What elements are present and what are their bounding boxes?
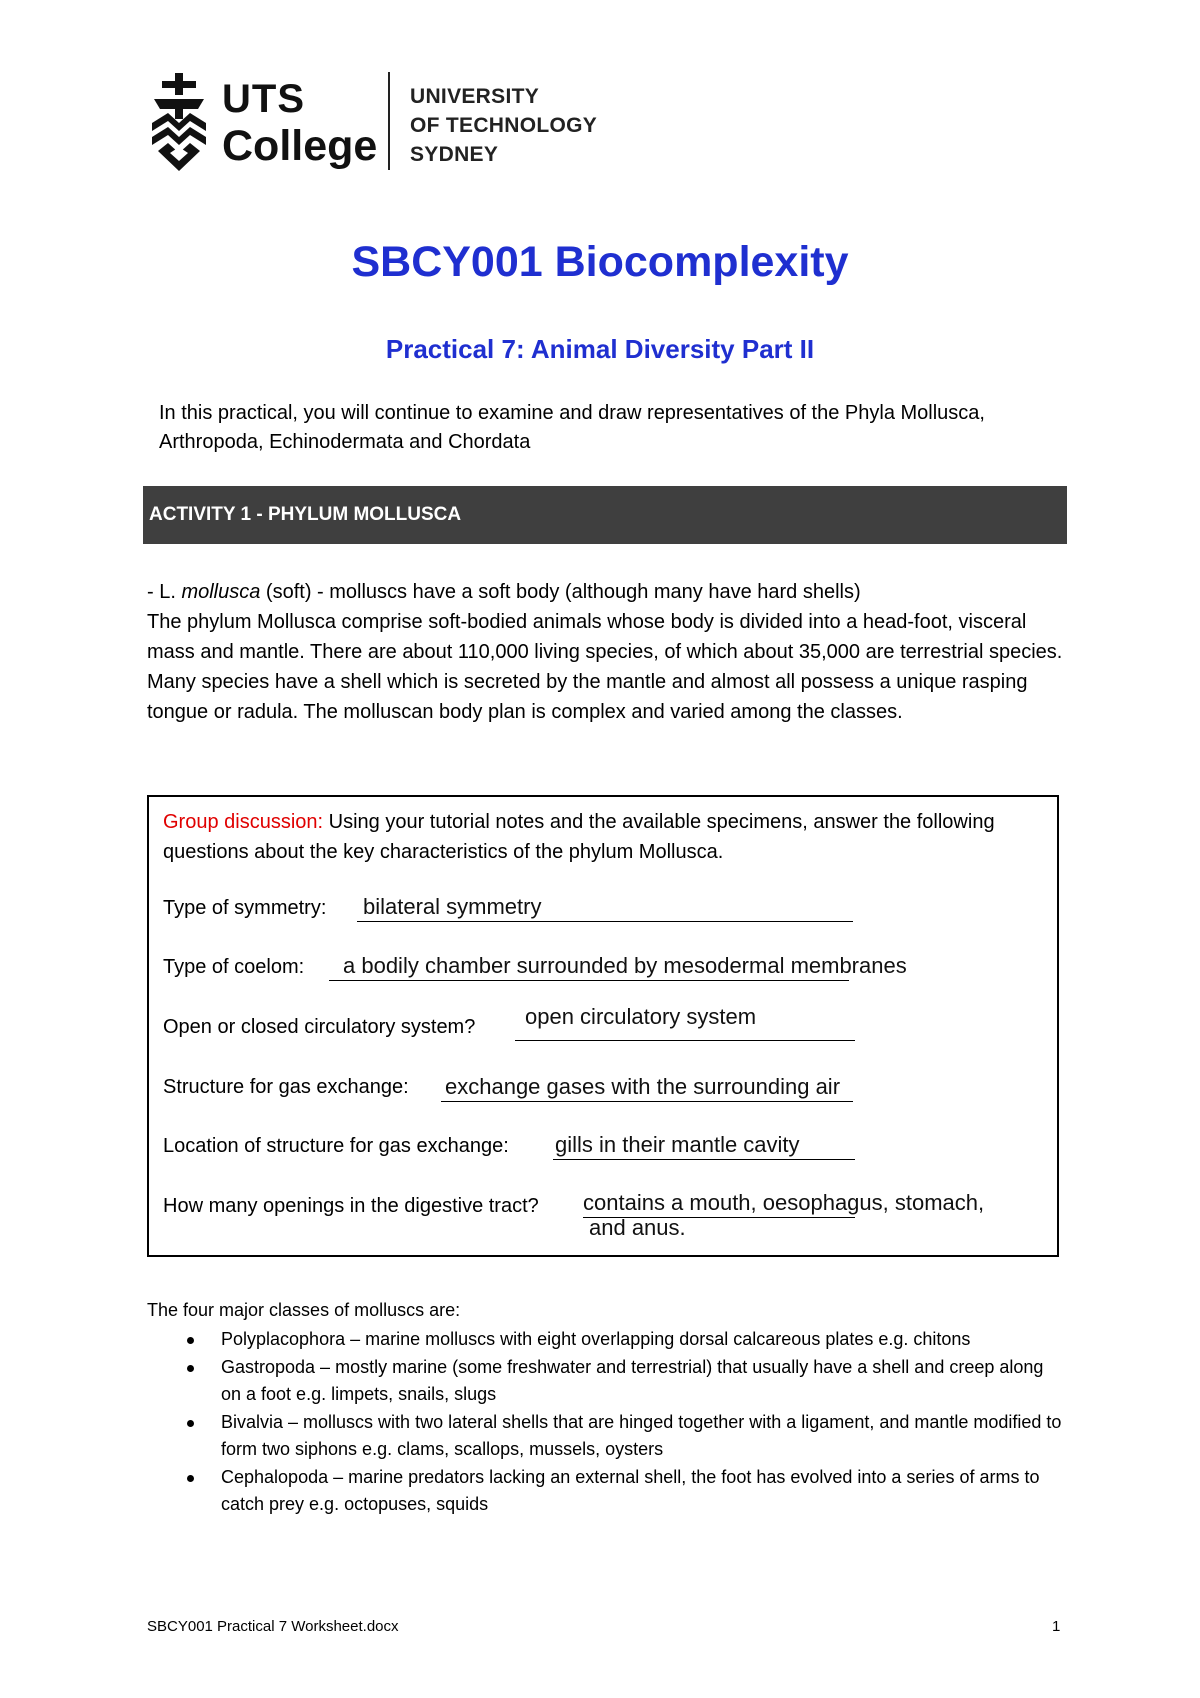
answer-symmetry[interactable]: bilateral symmetry bbox=[363, 894, 542, 919]
list-item bbox=[147, 1464, 1067, 1519]
list-item bbox=[147, 1409, 1067, 1464]
question-coelom: Type of coelom: bbox=[163, 956, 305, 978]
bullet-icon bbox=[187, 1365, 194, 1372]
mollusc-classes-list bbox=[147, 1326, 1067, 1519]
uts-wordmark: UTS bbox=[222, 76, 305, 121]
footer-filename: SBCY001 Practical 7 Worksheet.docx bbox=[147, 1618, 399, 1635]
banner-accent bbox=[135, 486, 143, 544]
college-wordmark: College bbox=[222, 121, 378, 170]
discussion-text: Using your tutorial notes and the available specimens, answer the following questions about the key characteristics of the phylum Mollusca. bbox=[163, 811, 995, 863]
description-body: The phylum Mollusca comprise soft-bodied animals whose body is divided into a head-foot, visceral mass and mantle. There are about 110,000 living species, of which about 35,000 are terrestrial species. Many species have a shell which is secreted by the mantle and almost all possess a unique rasping tongue or radula. The molluscan body plan is complex and varied among the classes. bbox=[147, 611, 1063, 723]
bullet-icon bbox=[187, 1420, 194, 1427]
etymology-line bbox=[147, 577, 1067, 607]
list-item bbox=[147, 1326, 1067, 1354]
answer-digestive-line2[interactable]: and anus. bbox=[589, 1215, 686, 1240]
answer-line-gas-exchange bbox=[441, 1101, 853, 1102]
answer-line-symmetry bbox=[357, 921, 853, 922]
discussion-intro bbox=[163, 807, 1043, 867]
answer-gas-exchange[interactable]: exchange gases with the surrounding air bbox=[445, 1074, 841, 1099]
etymology-italic: mollusca bbox=[181, 581, 261, 603]
discussion-label: Group discussion: bbox=[163, 811, 324, 833]
bullet-icon bbox=[187, 1475, 194, 1482]
footer-page-number: 1 bbox=[1052, 1618, 1061, 1635]
class-text: Bivalvia – molluscs with two lateral shells that are hinged together with a ligament, and mantle modified to form two siphons e.g. clams, scallops, mussels, oysters bbox=[221, 1411, 1062, 1459]
document-title: SBCY001 Biocomplexity bbox=[351, 238, 849, 286]
logo-divider bbox=[388, 72, 390, 170]
answer-line-gas-location bbox=[553, 1159, 855, 1160]
practical-subtitle: Practical 7: Animal Diversity Part II bbox=[385, 334, 815, 364]
class-text: Cephalopoda – marine predators lacking an external shell, the foot has evolved into a series of arms to catch prey e.g. octopuses, squids bbox=[221, 1466, 1040, 1514]
group-discussion-box bbox=[147, 795, 1059, 1257]
question-gas-location: Location of structure for gas exchange: bbox=[163, 1135, 509, 1157]
uni-line-2: OF TECHNOLOGY bbox=[410, 114, 598, 137]
classes-heading: The four major classes of molluscs are: bbox=[147, 1300, 461, 1320]
answer-line-circulatory bbox=[515, 1040, 855, 1041]
etymology-suffix: (soft) - molluscs have a soft body (although many have hard shells) bbox=[260, 581, 861, 603]
uts-university-logo bbox=[410, 82, 597, 169]
question-symmetry: Type of symmetry: bbox=[163, 897, 327, 919]
uts-emblem-icon bbox=[148, 73, 210, 173]
question-circulatory: Open or closed circulatory system? bbox=[163, 1016, 476, 1038]
question-gas-exchange: Structure for gas exchange: bbox=[163, 1076, 409, 1098]
mollusca-description bbox=[147, 577, 1067, 727]
answer-circulatory[interactable]: open circulatory system bbox=[525, 1004, 757, 1029]
uts-college-logo bbox=[148, 70, 377, 176]
answer-line-coelom bbox=[329, 980, 849, 981]
class-text: Gastropoda – mostly marine (some freshwater and terrestrial) that usually have a shell and creep along on a foot e.g. limpets, snails, slugs bbox=[221, 1356, 1044, 1404]
class-text: Polyplacophora – marine molluscs with eight overlapping dorsal calcareous plates e.g. chitons bbox=[221, 1329, 971, 1349]
question-digestive: How many openings in the digestive tract? bbox=[163, 1195, 539, 1217]
uni-line-3: SYDNEY bbox=[410, 143, 499, 166]
answer-digestive[interactable]: contains a mouth, oesophagus, stomach, bbox=[583, 1190, 985, 1215]
activity-banner bbox=[135, 486, 1067, 544]
uni-line-1: UNIVERSITY bbox=[410, 85, 540, 108]
activity-banner-label: ACTIVITY 1 - PHYLUM MOLLUSCA bbox=[149, 504, 462, 525]
etymology-prefix: - L. bbox=[147, 581, 182, 603]
bullet-icon bbox=[187, 1337, 194, 1344]
intro-text: In this practical, you will continue to examine and draw representatives of the Phyla Mollusca, Arthropoda, Echinodermata and Chordata bbox=[159, 402, 985, 453]
answer-gas-location[interactable]: gills in their mantle cavity bbox=[555, 1132, 800, 1157]
answer-coelom[interactable]: a bodily chamber surrounded by mesodermal membranes bbox=[343, 953, 907, 978]
list-item bbox=[147, 1354, 1067, 1409]
